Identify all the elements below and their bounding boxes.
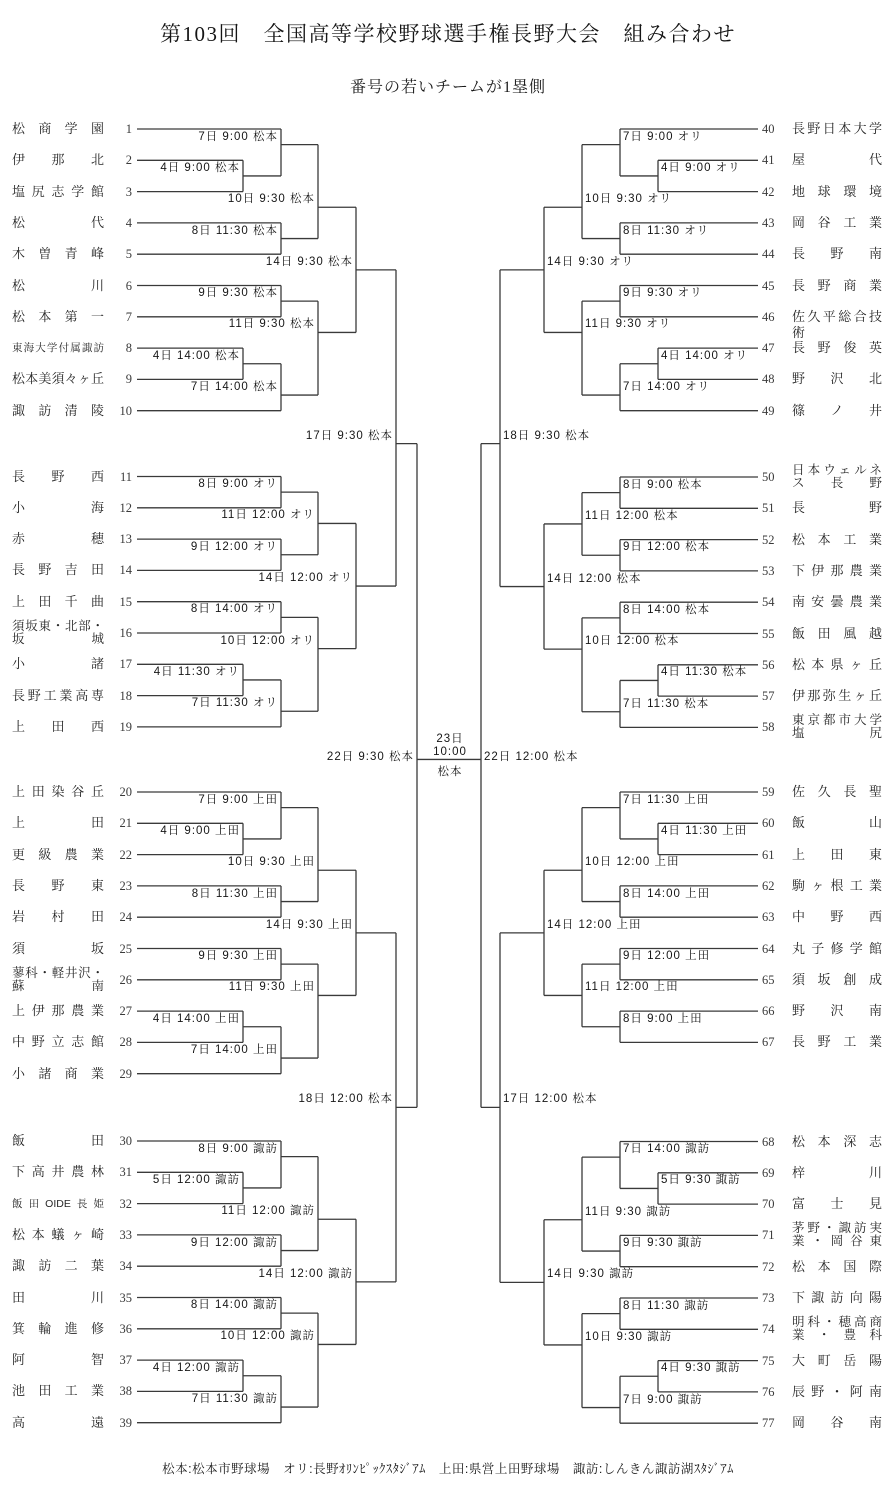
team-7-name: 松本第一 (12, 308, 104, 324)
team-25-name: 須坂 (12, 940, 104, 956)
team-54-number: 54 (762, 595, 775, 610)
team-41-name: 屋代 (792, 152, 882, 168)
team-71-number: 71 (762, 1228, 775, 1243)
team-32-name: 飯田OIDE長姫 (12, 1197, 104, 1210)
team-39-name: 高遠 (12, 1414, 104, 1430)
team-38-number: 38 (119, 1384, 132, 1399)
team-62-number: 62 (762, 878, 775, 893)
team-3-number: 3 (125, 184, 132, 199)
team-41-number: 41 (762, 153, 775, 168)
match-label: 4日 14:00 オリ (661, 349, 749, 362)
team-33-number: 33 (119, 1227, 132, 1242)
team-61-number: 61 (762, 847, 775, 862)
team-27-name: 上伊那農業 (12, 1003, 104, 1019)
match-label: 7日 9:00 上田 (198, 793, 278, 806)
match-label: 8日 9:00 オリ (198, 478, 278, 491)
match-label: 10日 9:30 オリ (585, 193, 673, 206)
team-24-name: 岩村田 (12, 909, 104, 925)
team-70-name: 富士見 (792, 1196, 882, 1212)
match-label: 7日 9:00 オリ (623, 130, 703, 143)
team-40-number: 40 (762, 122, 775, 136)
team-31-number: 31 (119, 1165, 132, 1180)
match-label: 5日 12:00 諏訪 (152, 1173, 240, 1186)
venue-legend: 松本:松本市野球場 オリ:長野ｵﾘﾝﾋﾟｯｸｽﾀｼﾞｱﾑ 上田:県営上田野球場 諏訪:しんきん諏訪湖ｽﾀｼﾞｱﾑ (162, 1462, 734, 1476)
match-label: 14日 12:00 オリ (258, 572, 353, 585)
match-label: 7日 11:30 松本 (623, 697, 710, 710)
match-label: 10日 12:00 松本 (585, 635, 680, 648)
team-72-number: 72 (762, 1259, 775, 1274)
team-51-name: 長野 (792, 500, 882, 516)
final-match-venue: 松本 (437, 766, 463, 778)
match-label: 4日 9:30 諏訪 (661, 1362, 741, 1375)
team-31-name: 下高井農林 (12, 1164, 104, 1180)
match-label: 8日 11:30 オリ (623, 224, 710, 237)
match-label: 10日 12:00 諏訪 (220, 1330, 315, 1343)
team-67-number: 67 (762, 1035, 775, 1050)
team-46-name: 佐久平総合技術 (792, 308, 882, 340)
team-23-name: 長野東 (12, 877, 104, 893)
team-24-number: 24 (119, 910, 132, 925)
team-20-number: 20 (119, 785, 132, 799)
team-73-name: 下諏訪向陽 (792, 1290, 882, 1305)
team-2-number: 2 (125, 153, 132, 168)
team-59-number: 59 (762, 785, 775, 799)
team-65-number: 65 (762, 972, 775, 987)
match-label: 7日 14:00 諏訪 (623, 1143, 711, 1156)
team-14-name: 長野吉田 (12, 562, 104, 578)
team-68-number: 68 (762, 1134, 775, 1149)
team-28-number: 28 (119, 1035, 132, 1050)
team-44-name: 長野南 (792, 246, 882, 262)
team-70-number: 70 (762, 1197, 775, 1212)
team-54-name: 南安曇農業 (792, 594, 882, 610)
team-33-name: 松本蟻ヶ崎 (12, 1226, 104, 1242)
team-8-name: 東海大学付属諏訪 (12, 342, 104, 355)
match-label: 11日 9:30 諏訪 (585, 1205, 672, 1218)
team-6-name: 松川 (12, 277, 104, 293)
team-45-number: 45 (762, 278, 775, 293)
match-label: 8日 14:00 諏訪 (190, 1299, 278, 1312)
team-37-name: 阿智 (12, 1352, 104, 1368)
match-label: 11日 9:30 オリ (585, 318, 672, 331)
team-1-number: 1 (125, 122, 132, 136)
team-34-number: 34 (119, 1259, 132, 1274)
team-66-name: 野沢南 (792, 1003, 882, 1019)
team-59-name: 佐久長聖 (792, 784, 882, 799)
team-50-name: 日本ウェルネ ス長野 (792, 463, 882, 490)
team-52-number: 52 (762, 532, 775, 547)
team-25-number: 25 (119, 941, 132, 956)
match-label: 4日 9:00 松本 (160, 161, 240, 174)
team-48-number: 48 (762, 372, 775, 387)
team-23-number: 23 (119, 878, 132, 893)
match-label: 5日 9:30 諏訪 (661, 1174, 741, 1187)
match-label: 8日 9:00 上田 (623, 1012, 703, 1025)
team-37-number: 37 (119, 1353, 132, 1368)
team-76-name: 辰野・阿南 (792, 1383, 882, 1399)
match-label: 8日 11:30 諏訪 (623, 1299, 710, 1312)
team-4-name: 松代 (12, 214, 104, 230)
match-label: 9日 9:30 オリ (623, 287, 703, 300)
team-16-number: 16 (119, 626, 132, 640)
team-15-name: 上田千曲 (12, 593, 104, 609)
team-55-name: 飯田風越 (792, 625, 882, 641)
team-16-name: 須坂東・北部・ 坂城 (12, 619, 104, 646)
team-67-name: 長野工業 (792, 1034, 882, 1050)
match-label: 9日 9:30 松本 (198, 287, 278, 300)
match-label: 14日 12:00 諏訪 (258, 1267, 353, 1280)
team-14-number: 14 (119, 563, 132, 578)
match-label: 17日 9:30 松本 (305, 429, 393, 442)
team-19-number: 19 (119, 719, 132, 734)
team-56-number: 56 (762, 657, 775, 672)
team-68-name: 松本深志 (792, 1133, 882, 1149)
team-48-name: 野沢北 (792, 371, 882, 387)
match-label: 22日 12:00 松本 (484, 751, 579, 764)
match-label: 18日 9:30 松本 (503, 429, 591, 442)
team-57-name: 伊那弥生ヶ丘 (792, 688, 882, 704)
team-71-name: 茅野・諏訪実 業・岡谷東 (792, 1221, 882, 1249)
team-6-number: 6 (125, 278, 132, 293)
match-label: 10日 12:00 オリ (220, 634, 315, 647)
team-29-name: 小諸商業 (12, 1065, 104, 1081)
match-label: 14日 9:30 オリ (547, 255, 635, 268)
match-label: 22日 9:30 松本 (326, 751, 414, 764)
team-44-number: 44 (762, 247, 775, 262)
team-26-name: 蓼科・軽井沢・ 蘇南 (12, 965, 104, 993)
team-9-name: 松本美須々ヶ丘 (12, 371, 104, 387)
team-42-number: 42 (762, 184, 775, 199)
match-label: 18日 12:00 松本 (298, 1093, 393, 1106)
match-label: 8日 11:30 松本 (191, 224, 278, 237)
team-34-name: 諏訪二葉 (12, 1258, 104, 1274)
team-60-number: 60 (762, 816, 775, 831)
match-label: 8日 14:00 上田 (623, 887, 711, 900)
team-13-name: 赤穂 (12, 531, 104, 547)
team-53-name: 下伊那農業 (792, 562, 882, 578)
team-13-number: 13 (119, 532, 132, 547)
team-22-number: 22 (119, 847, 132, 862)
team-64-name: 丸子修学館 (792, 940, 882, 956)
match-label: 7日 9:00 松本 (198, 130, 278, 143)
match-label: 11日 9:30 上田 (228, 981, 315, 994)
match-label: 17日 12:00 松本 (503, 1093, 598, 1106)
match-label: 11日 12:00 上田 (585, 981, 679, 994)
match-label: 10日 12:00 上田 (585, 856, 680, 869)
match-label: 11日 12:00 松本 (585, 509, 679, 522)
final-match-time: 10:00 (433, 746, 467, 758)
team-38-name: 池田工業 (12, 1383, 104, 1399)
team-62-name: 駒ヶ根工業 (792, 877, 882, 893)
team-17-name: 小諸 (12, 656, 104, 672)
team-9-number: 9 (125, 372, 132, 387)
team-55-number: 55 (762, 626, 775, 641)
team-28-name: 中野立志館 (12, 1034, 104, 1050)
team-39-number: 39 (119, 1415, 132, 1430)
team-40-name: 長野日本大学 (792, 121, 882, 136)
match-label: 9日 12:00 諏訪 (190, 1236, 278, 1249)
team-74-name: 明科・穂高商 業・豊科 (792, 1315, 882, 1343)
match-label: 10日 9:30 諏訪 (585, 1330, 673, 1343)
final-match-date: 23日 (436, 733, 464, 745)
match-label: 4日 11:30 オリ (153, 665, 240, 678)
match-label: 9日 12:00 上田 (623, 950, 711, 963)
team-77-number: 77 (762, 1416, 775, 1431)
team-32-number: 32 (119, 1196, 132, 1211)
team-43-name: 岡谷工業 (792, 214, 882, 230)
team-1-name: 松商学園 (12, 121, 104, 136)
match-label: 9日 9:30 諏訪 (623, 1237, 703, 1250)
page-subtitle: 番号の若いチームが1塁側 (349, 79, 546, 96)
team-4-number: 4 (125, 215, 132, 230)
team-74-number: 74 (762, 1322, 775, 1337)
team-15-number: 15 (119, 594, 132, 609)
team-35-number: 35 (119, 1290, 132, 1305)
team-3-name: 塩尻志学館 (12, 183, 104, 199)
team-30-number: 30 (119, 1134, 132, 1148)
team-19-name: 上田西 (12, 718, 104, 734)
team-72-name: 松本国際 (792, 1258, 882, 1274)
team-30-name: 飯田 (12, 1133, 104, 1148)
team-52-name: 松本工業 (792, 531, 882, 547)
match-label: 14日 9:30 上田 (265, 918, 353, 931)
team-29-number: 29 (119, 1066, 132, 1081)
match-label: 11日 12:00 諏訪 (221, 1205, 315, 1218)
team-21-name: 上田 (12, 815, 104, 831)
match-label: 14日 9:30 松本 (265, 255, 353, 268)
team-76-number: 76 (762, 1384, 775, 1399)
team-10-name: 諏訪清陵 (12, 402, 104, 418)
match-label: 9日 9:30 上田 (198, 950, 278, 963)
team-57-number: 57 (762, 689, 775, 704)
team-65-name: 須坂創成 (792, 971, 882, 987)
match-label: 7日 9:00 諏訪 (623, 1393, 703, 1406)
team-5-number: 5 (125, 247, 132, 262)
match-label: 11日 12:00 オリ (221, 509, 315, 522)
team-5-name: 木曽青峰 (12, 246, 104, 262)
team-35-name: 田川 (12, 1289, 104, 1305)
team-58-name: 東京都市大学 塩尻 (792, 713, 882, 741)
team-77-name: 岡谷南 (792, 1415, 882, 1431)
team-46-number: 46 (762, 309, 775, 324)
team-36-name: 箕輪進修 (12, 1320, 104, 1336)
team-47-name: 長野俊英 (792, 340, 882, 356)
team-20-name: 上田染谷丘 (12, 784, 104, 799)
team-2-name: 伊那北 (12, 152, 104, 168)
team-49-number: 49 (762, 403, 775, 418)
match-label: 7日 14:00 上田 (190, 1044, 278, 1057)
match-label: 11日 9:30 松本 (228, 318, 315, 331)
team-66-number: 66 (762, 1004, 775, 1019)
team-26-number: 26 (119, 972, 132, 987)
match-label: 7日 14:00 オリ (623, 381, 711, 394)
team-12-number: 12 (119, 500, 132, 515)
match-label: 4日 14:00 上田 (152, 1012, 240, 1025)
team-10-number: 10 (119, 403, 132, 418)
team-50-number: 50 (762, 470, 775, 484)
match-label: 7日 11:30 上田 (623, 793, 710, 806)
team-8-number: 8 (125, 341, 132, 356)
team-63-number: 63 (762, 910, 775, 925)
team-58-number: 58 (762, 720, 775, 735)
team-43-number: 43 (762, 215, 775, 230)
team-69-number: 69 (762, 1165, 775, 1180)
team-12-name: 小海 (12, 499, 104, 515)
match-label: 7日 11:30 諏訪 (191, 1393, 278, 1406)
match-label: 9日 12:00 松本 (623, 541, 711, 554)
match-label: 8日 11:30 上田 (191, 887, 278, 900)
match-label: 8日 14:00 オリ (190, 603, 278, 616)
team-22-name: 更級農業 (12, 846, 104, 862)
match-label: 10日 9:30 上田 (227, 856, 315, 869)
team-63-name: 中野西 (792, 909, 882, 925)
team-18-number: 18 (119, 688, 132, 703)
match-label: 4日 9:00 上田 (160, 824, 240, 837)
team-11-number: 11 (119, 469, 132, 484)
team-17-number: 17 (119, 657, 132, 672)
team-53-number: 53 (762, 563, 775, 578)
team-7-number: 7 (125, 309, 132, 324)
team-27-number: 27 (119, 1004, 132, 1019)
page-title: 第103回 全国高等学校野球選手権長野大会 組み合わせ (160, 22, 736, 46)
match-label: 7日 14:00 松本 (190, 381, 278, 394)
team-69-name: 梓川 (792, 1164, 882, 1180)
team-45-name: 長野商業 (792, 277, 882, 293)
team-36-number: 36 (119, 1321, 132, 1336)
match-label: 4日 9:00 オリ (661, 161, 741, 174)
match-label: 8日 9:00 諏訪 (198, 1142, 278, 1155)
match-label: 4日 14:00 松本 (152, 349, 240, 362)
match-label: 8日 9:00 松本 (623, 478, 703, 491)
team-61-name: 上田東 (792, 846, 882, 862)
match-label: 14日 9:30 諏訪 (547, 1268, 635, 1281)
team-11-name: 長野西 (12, 468, 104, 484)
match-label: 7日 11:30 オリ (191, 697, 278, 710)
match-label: 9日 12:00 オリ (190, 540, 278, 553)
match-label: 4日 11:30 上田 (661, 824, 748, 837)
team-21-number: 21 (119, 816, 132, 831)
team-75-name: 大町岳陽 (792, 1352, 882, 1368)
team-64-number: 64 (762, 941, 775, 956)
match-label: 4日 11:30 松本 (661, 666, 748, 679)
match-label: 14日 12:00 上田 (547, 918, 642, 931)
match-label: 10日 9:30 松本 (227, 193, 315, 206)
match-label: 4日 12:00 諏訪 (152, 1361, 240, 1374)
team-49-name: 篠ノ井 (792, 402, 882, 418)
team-47-number: 47 (762, 341, 775, 356)
team-56-name: 松本県ヶ丘 (792, 656, 882, 672)
match-label: 8日 14:00 松本 (623, 603, 711, 616)
team-18-name: 長野工業高専 (12, 687, 104, 703)
team-51-number: 51 (762, 501, 775, 516)
team-60-name: 飯山 (792, 815, 882, 831)
team-75-number: 75 (762, 1353, 775, 1368)
match-label: 14日 12:00 松本 (547, 572, 642, 585)
team-42-name: 地球環境 (792, 183, 882, 199)
team-73-number: 73 (762, 1291, 775, 1305)
